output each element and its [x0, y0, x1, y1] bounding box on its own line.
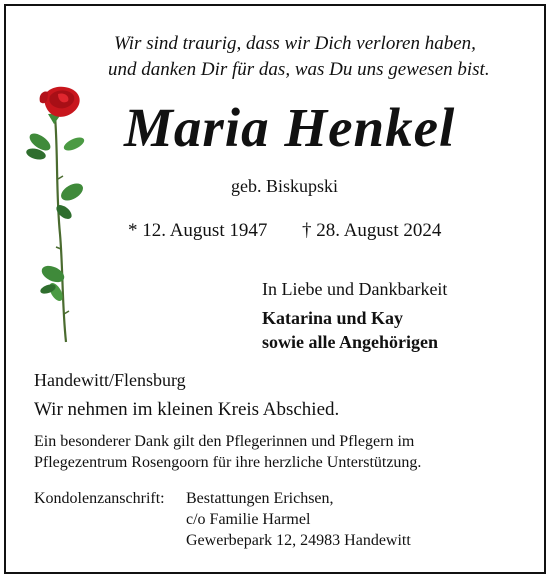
condolence-line-1: Bestattungen Erichsen,: [186, 490, 334, 507]
place: Handewitt/Flensburg: [34, 370, 186, 390]
rose-icon: [18, 84, 98, 349]
condolence-line-3: Gewerbepark 12, 24983 Handewitt: [186, 532, 411, 549]
birth-name: geb. Biskupski: [231, 176, 339, 196]
farewell-notice: Wir nehmen im kleinen Kreis Abschied.: [34, 399, 340, 420]
birth-date: * 12. August 1947: [128, 220, 268, 241]
mourners-line-1: Katarina und Kay: [262, 308, 404, 328]
thanks-line-1: Ein besonderer Dank gilt den Pflegerinnen und Pflegern im: [34, 433, 415, 450]
thanks-line-2: Pflegezentrum Rosengoorn für ihre herzliche Unterstützung.: [34, 454, 422, 471]
deceased-name: Maria Henkel: [124, 97, 456, 158]
mourners-intro: In Liebe und Dankbarkeit: [262, 279, 448, 299]
motto-line-2: und danken Dir für das, was Du uns gewesen bist.: [108, 59, 490, 80]
motto-line-1: Wir sind traurig, dass wir Dich verloren haben,: [114, 33, 476, 54]
obituary-card: [4, 4, 546, 574]
condolence-label: Kondolenzanschrift:: [34, 490, 165, 507]
condolence-line-2: c/o Familie Harmel: [186, 511, 311, 528]
death-date: † 28. August 2024: [302, 220, 442, 241]
mourners-line-2: sowie alle Angehörigen: [262, 332, 438, 352]
